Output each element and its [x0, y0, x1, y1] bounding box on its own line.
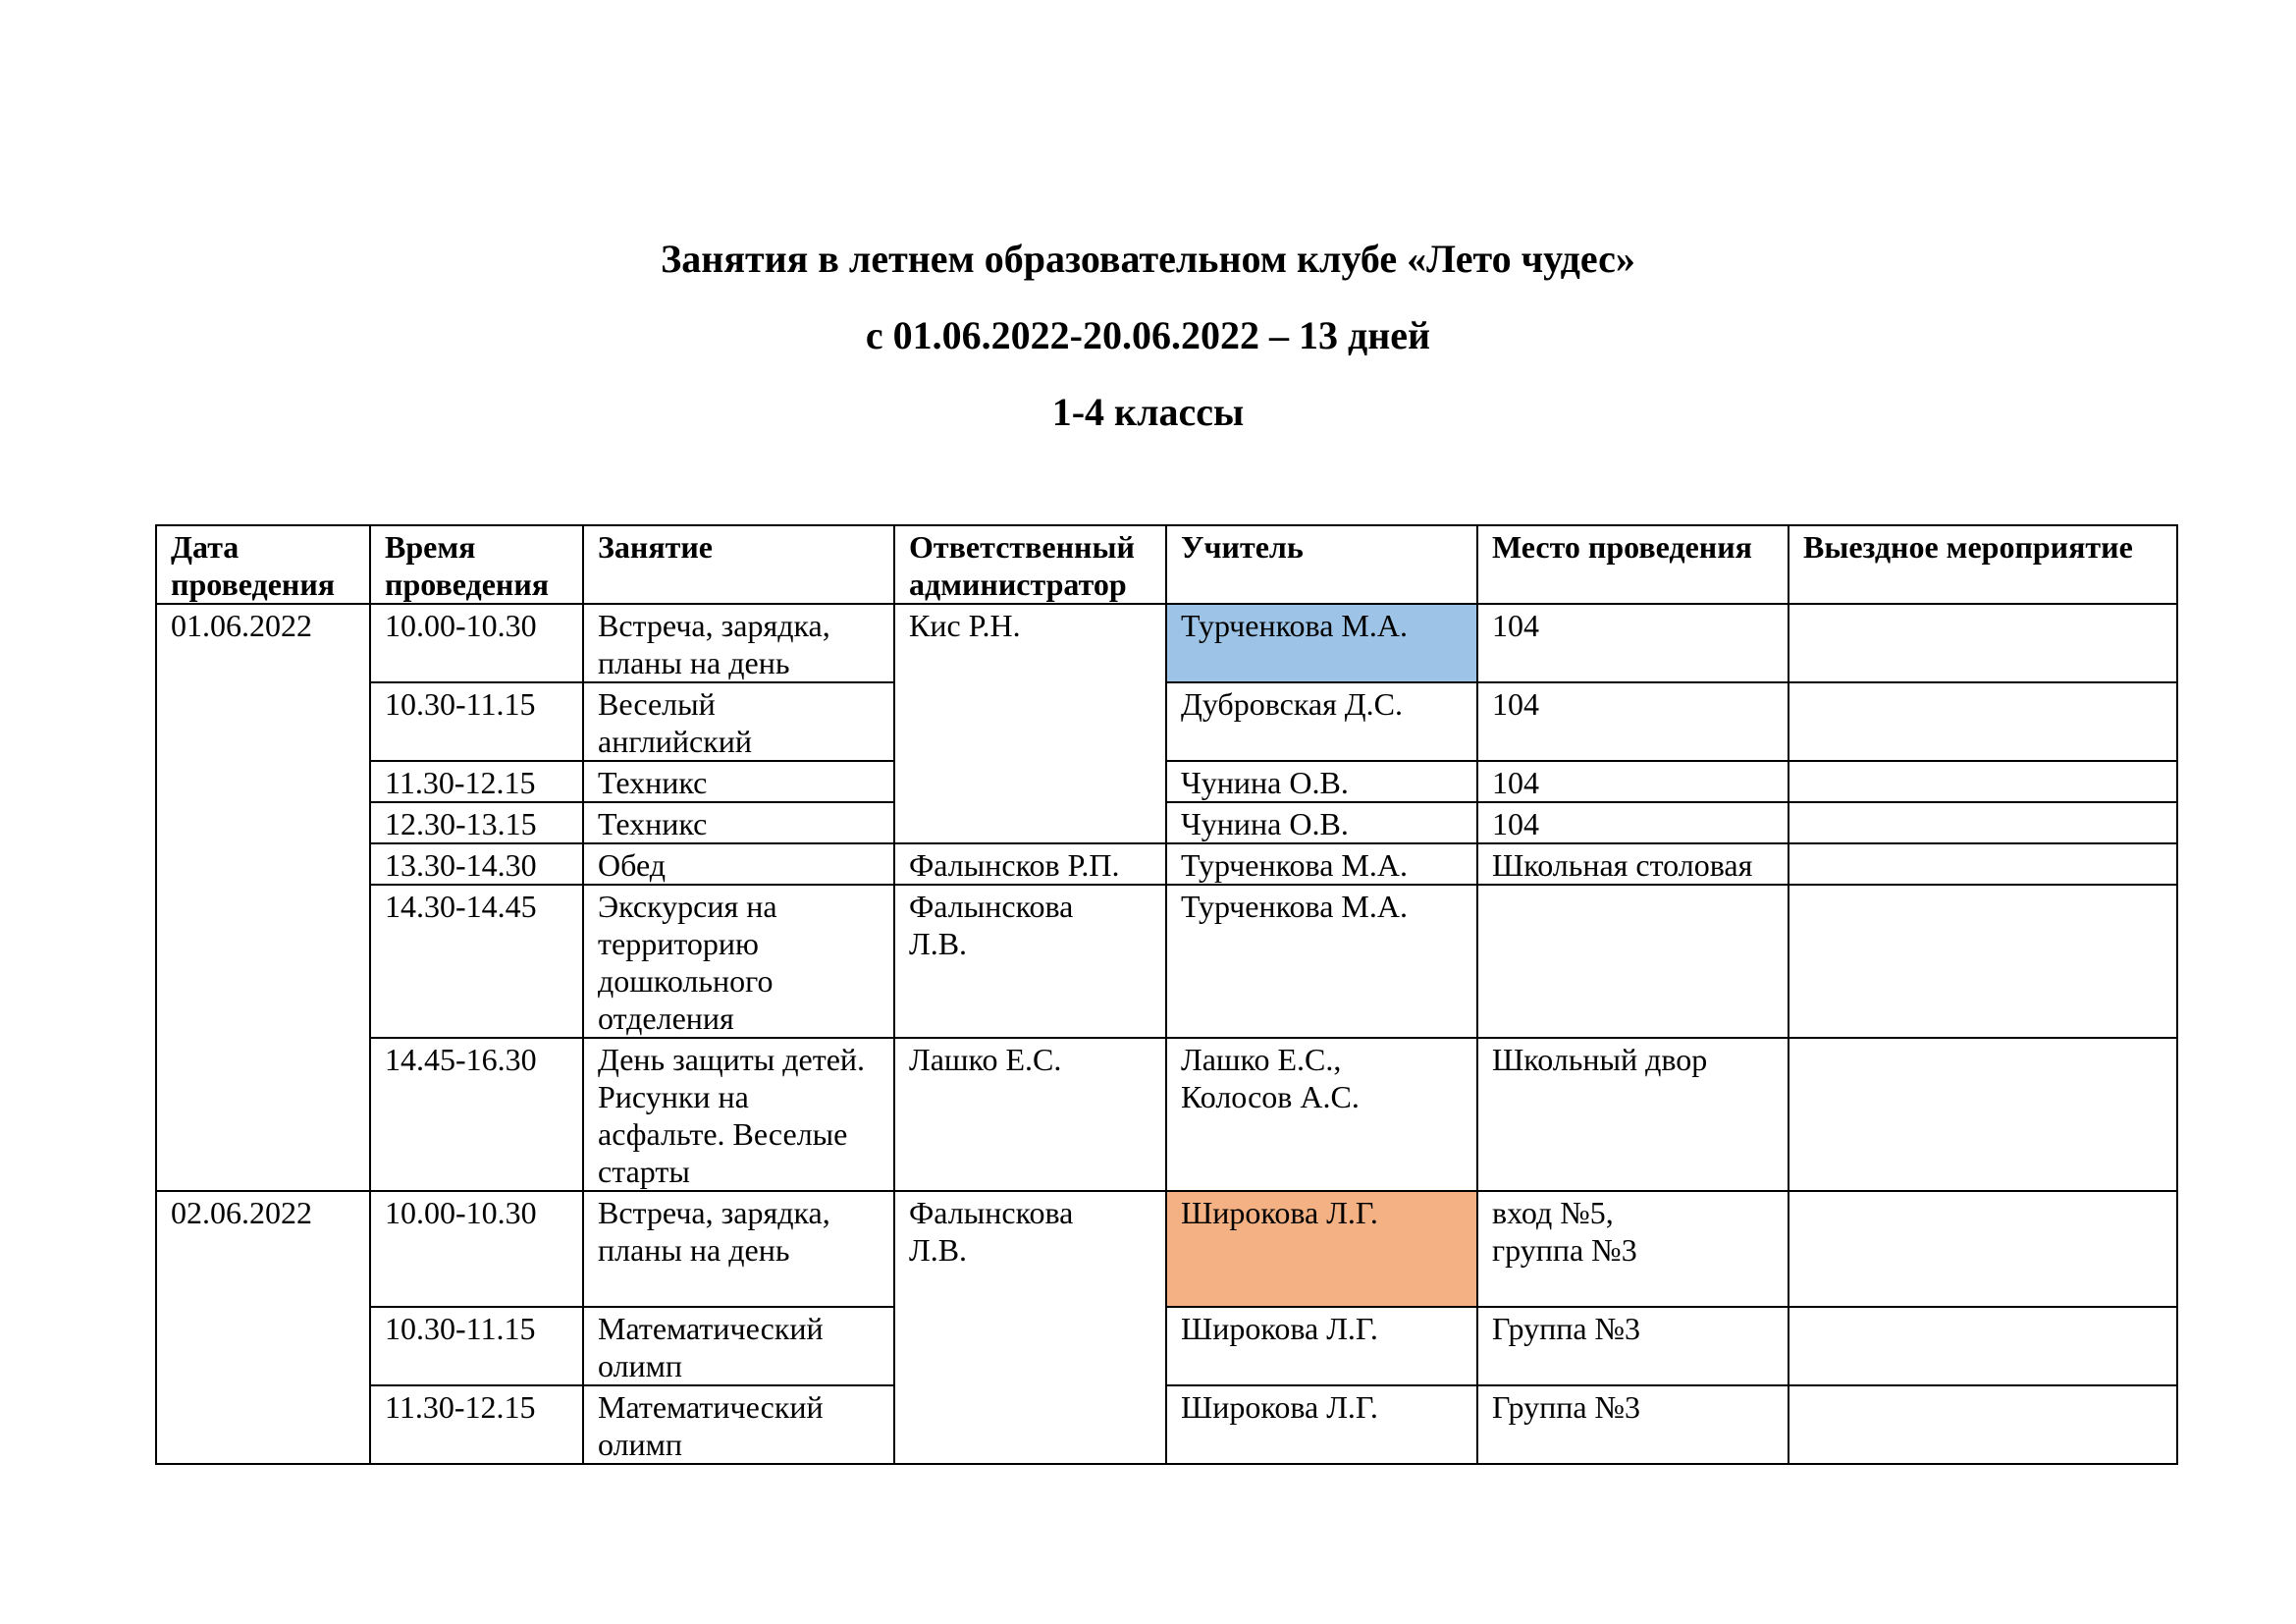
schedule-table	[155, 524, 2178, 1465]
time-cell: 13.30-14.30	[370, 843, 583, 885]
time-cell: 14.45-16.30	[370, 1038, 583, 1191]
time-cell: 11.30-12.15	[370, 761, 583, 802]
teacher-cell: Лашко Е.С., Колосов А.С.	[1166, 1038, 1477, 1191]
table-row	[156, 1038, 2177, 1191]
time-cell: 14.30-14.45	[370, 885, 583, 1038]
place-cell: 104	[1477, 682, 1789, 761]
activity-cell: Математический олимп	[583, 1307, 894, 1385]
activity-cell: Обед	[583, 843, 894, 885]
time-cell: 12.30-13.15	[370, 802, 583, 843]
trip-cell	[1789, 1307, 2177, 1385]
time-cell: 10.00-10.30	[370, 1191, 583, 1307]
table-row	[156, 682, 2177, 761]
place-cell: 104	[1477, 604, 1789, 682]
teacher-cell-highlighted: Широкова Л.Г.	[1166, 1191, 1477, 1307]
activity-cell: День защиты детей. Рисунки на асфальте. Веселые старты	[583, 1038, 894, 1191]
teacher-cell: Чунина О.В.	[1166, 802, 1477, 843]
activity-cell: Веселый английский	[583, 682, 894, 761]
trip-cell	[1789, 1385, 2177, 1464]
activity-cell: Встреча, зарядка, планы на день	[583, 604, 894, 682]
place-cell	[1477, 885, 1789, 1038]
admin-cell: Фалынсков Р.П.	[894, 843, 1166, 885]
time-cell: 10.30-11.15	[370, 1307, 583, 1385]
table-row	[156, 843, 2177, 885]
admin-cell: Фалынскова Л.В.	[894, 1191, 1166, 1464]
place-cell: 104	[1477, 802, 1789, 843]
teacher-cell-highlighted: Турченкова М.А.	[1166, 604, 1477, 682]
trip-cell	[1789, 1038, 2177, 1191]
trip-cell	[1789, 843, 2177, 885]
teacher-cell: Дубровская Д.С.	[1166, 682, 1477, 761]
admin-cell: Фалынскова Л.В.	[894, 885, 1166, 1038]
time-cell: 11.30-12.15	[370, 1385, 583, 1464]
trip-cell	[1789, 682, 2177, 761]
table-row	[156, 885, 2177, 1038]
trip-cell	[1789, 885, 2177, 1038]
place-cell: 104	[1477, 761, 1789, 802]
time-cell: 10.00-10.30	[370, 604, 583, 682]
header-place: Место проведения	[1477, 525, 1789, 604]
date-cell: 01.06.2022	[156, 604, 370, 1191]
activity-cell: Встреча, зарядка, планы на день	[583, 1191, 894, 1307]
place-cell: Школьная столовая	[1477, 843, 1789, 885]
table-row	[156, 604, 2177, 682]
activity-cell: Техникс	[583, 761, 894, 802]
activity-cell: Экскурсия на территорию дошкольного отделения	[583, 885, 894, 1038]
header-admin: Ответственный администратор	[894, 525, 1166, 604]
date-range-heading: с 01.06.2022-20.06.2022 – 13 дней	[865, 313, 1431, 357]
teacher-cell: Широкова Л.Г.	[1166, 1385, 1477, 1464]
place-cell: вход №5, группа №3	[1477, 1191, 1789, 1307]
activity-cell: Математический олимп	[583, 1385, 894, 1464]
table-row	[156, 802, 2177, 843]
table-row	[156, 761, 2177, 802]
header-activity: Занятие	[583, 525, 894, 604]
trip-cell	[1789, 604, 2177, 682]
teacher-cell: Турченкова М.А.	[1166, 843, 1477, 885]
time-cell: 10.30-11.15	[370, 682, 583, 761]
trip-cell	[1789, 1191, 2177, 1307]
activity-cell: Техникс	[583, 802, 894, 843]
table-row	[156, 1385, 2177, 1464]
table-header-row	[156, 525, 2177, 604]
teacher-cell: Чунина О.В.	[1166, 761, 1477, 802]
teacher-cell: Турченкова М.А.	[1166, 885, 1477, 1038]
place-cell: Группа №3	[1477, 1307, 1789, 1385]
header-teacher: Учитель	[1166, 525, 1477, 604]
admin-cell: Лашко Е.С.	[894, 1038, 1166, 1191]
date-cell: 02.06.2022	[156, 1191, 370, 1464]
table-row	[156, 1307, 2177, 1385]
table-row	[156, 1191, 2177, 1307]
header-date: Дата проведения	[156, 525, 370, 604]
document-title: Занятия в летнем образовательном клубе «Лето чудес»	[661, 237, 1635, 281]
admin-cell: Кис Р.Н.	[894, 604, 1166, 843]
trip-cell	[1789, 761, 2177, 802]
trip-cell	[1789, 802, 2177, 843]
place-cell: Школьный двор	[1477, 1038, 1789, 1191]
header-trip: Выездное мероприятие	[1789, 525, 2177, 604]
teacher-cell: Широкова Л.Г.	[1166, 1307, 1477, 1385]
place-cell: Группа №3	[1477, 1385, 1789, 1464]
header-time: Время проведения	[370, 525, 583, 604]
grades-heading: 1-4 классы	[1051, 390, 1245, 434]
